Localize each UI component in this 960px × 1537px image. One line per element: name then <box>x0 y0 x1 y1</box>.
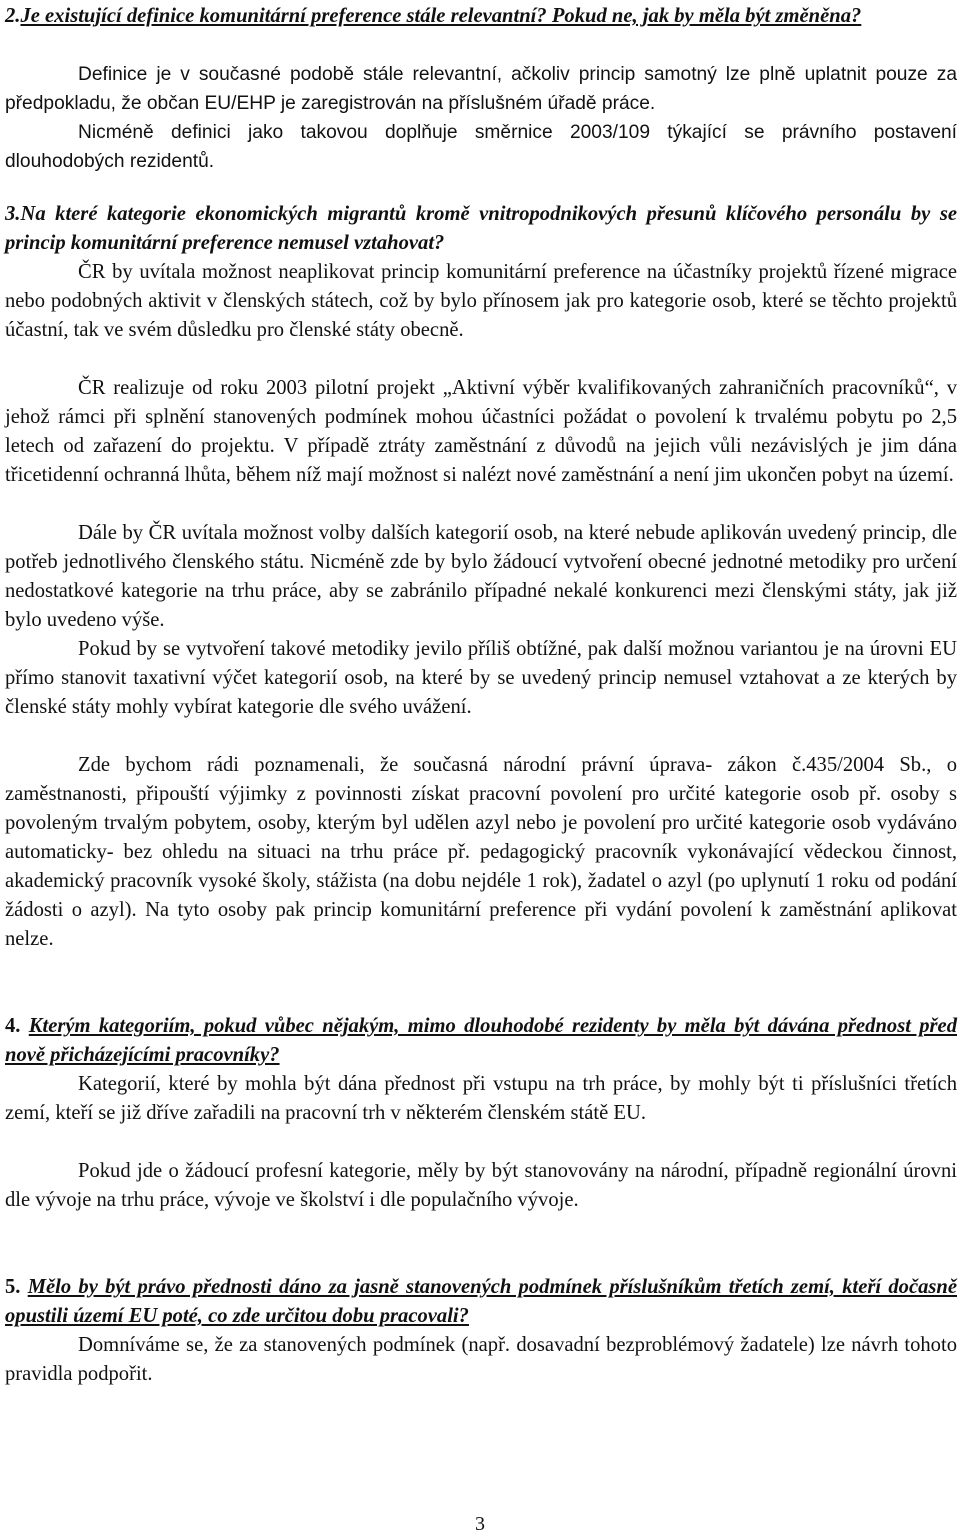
question-text: Kterým kategoriím, pokud vůbec nějakým, mimo dlouhodobé rezidenty by měla být dávána přednost před nově přicházejícími pracovníky? <box>5 1015 957 1066</box>
question-number: 5. <box>5 1276 21 1298</box>
question-4-heading <box>5 1012 957 1070</box>
answer-paragraph: ČR by uvítala možnost neaplikovat princip komunitární preference na účastníky projektů řízené migrace nebo podobných aktivit v členských státech, což by bylo přínosem jak pro kategorie osob, které se těchto projektů účastní, tak ve svém důsledku pro členské státy obecně. <box>5 261 957 341</box>
question-text: Je existující definice komunitární preference stále relevantní? Pokud ne, jak by měla být změněna? <box>20 5 862 27</box>
question-text: Na které kategorie ekonomických migrantů kromě vnitropodnikových přesunů klíčového personálu by se princip komunitární preference nemusel vztahovat? <box>5 203 957 254</box>
question-text: Mělo by být právo přednosti dáno za jasně stanovených podmínek příslušníkům třetích zemí, kteří dočasně opustili území EU poté, co zde určitou dobu pracovali? <box>5 1276 957 1327</box>
page-number: 3 <box>475 1513 485 1535</box>
answer-paragraph: Pokud jde o žádoucí profesní kategorie, měly by být stanovovány na národní, případně regionální úrovni dle vývoje na trhu práce, vývoje ve školství i dle populačního vývoje. <box>5 1160 957 1211</box>
answer-paragraph: Nicméně definici jako takovou doplňuje směrnice 2003/109 týkající se právního postavení dlouhodobých rezidentů. <box>5 122 957 172</box>
answer-paragraph: Zde bychom rádi poznamenali, že současná národní právní úprava- zákon č.435/2004 Sb., o zaměstnanosti, připouští výjimky z povinnosti získat pracovní povolení pro určité kategorie osob př. osoby s povoleným trvalým pobytem, osoby, kterým byl udělen azyl nebo je povolení pro určité kategorie osob vydáváno automaticky- bez ohledu na situaci na trhu práce př. pedagogický pracovník vykonávající vědeckou činnost, akademický pracovník vysoké školy, stážista (na dobu nejdéle 1 rok), žadatel o azyl (po uplynutí 1 roku od podání žádosti o azyl). Na tyto osoby pak princip komunitární preference při vydání povolení k zaměstnání aplikovat nelze. <box>5 754 957 950</box>
question-2-heading <box>5 2 957 31</box>
question-number: 4. <box>5 1015 21 1037</box>
answer-paragraph: Domníváme se, že za stanovených podmínek (např. dosavadní bezproblémový žadatele) lze návrh tohoto pravidla podpořit. <box>5 1334 957 1385</box>
question-5-heading <box>5 1273 957 1331</box>
question-number: 2. <box>5 5 21 27</box>
question-number: 3. <box>5 203 21 225</box>
answer-paragraph: Pokud by se vytvoření takové metodiky jevilo příliš obtížné, pak další možnou variantou je na úrovni EU přímo stanovit taxativní výčet kategorií osob, na které by se uvedený princip nemusel vztahovat a ze kterých by členské státy mohly vybírat kategorie dle svého uvážení. <box>5 638 957 718</box>
answer-paragraph: Definice je v současné podobě stále relevantní, ačkoliv princip samotný lze plně uplatnit pouze za předpokladu, že občan EU/EHP je zaregistrován na příslušném úřadě práce. <box>5 64 957 114</box>
answer-paragraph: Kategorií, které by mohla být dána přednost při vstupu na trh práce, by mohly být ti příslušníci třetích zemí, kteří se již dříve zařadili na pracovní trh v některém členském státě EU. <box>5 1073 957 1124</box>
answer-paragraph: Dále by ČR uvítala možnost volby dalších kategorií osob, na které nebude aplikován uvedený princip, dle potřeb jednotlivého členského státu. Nicméně zde by bylo žádoucí vytvoření obecné jednotné metodiky pro určení nedostatkové kategorie na trhu práce, aby se zabránilo případné nekalé konkurenci mezi členskými státy, jak již bylo uvedeno výše. <box>5 522 957 631</box>
question-3-heading <box>5 200 957 258</box>
answer-paragraph: ČR realizuje od roku 2003 pilotní projekt „Aktivní výběr kvalifikovaných zahraničních pracovníků“, v jehož rámci při splnění stanovených podmínek mohou účastníci požádat o povolení k trvalému pobytu po 2,5 letech od zařazení do projektu. V případě ztráty zaměstnání z důvodů na jejich vůli nezávislých je jim dána třicetidenní ochranná lhůta, během níž mají možnost si nalézt nové zaměstnání a není jim ukončen pobyt na území. <box>5 377 957 486</box>
